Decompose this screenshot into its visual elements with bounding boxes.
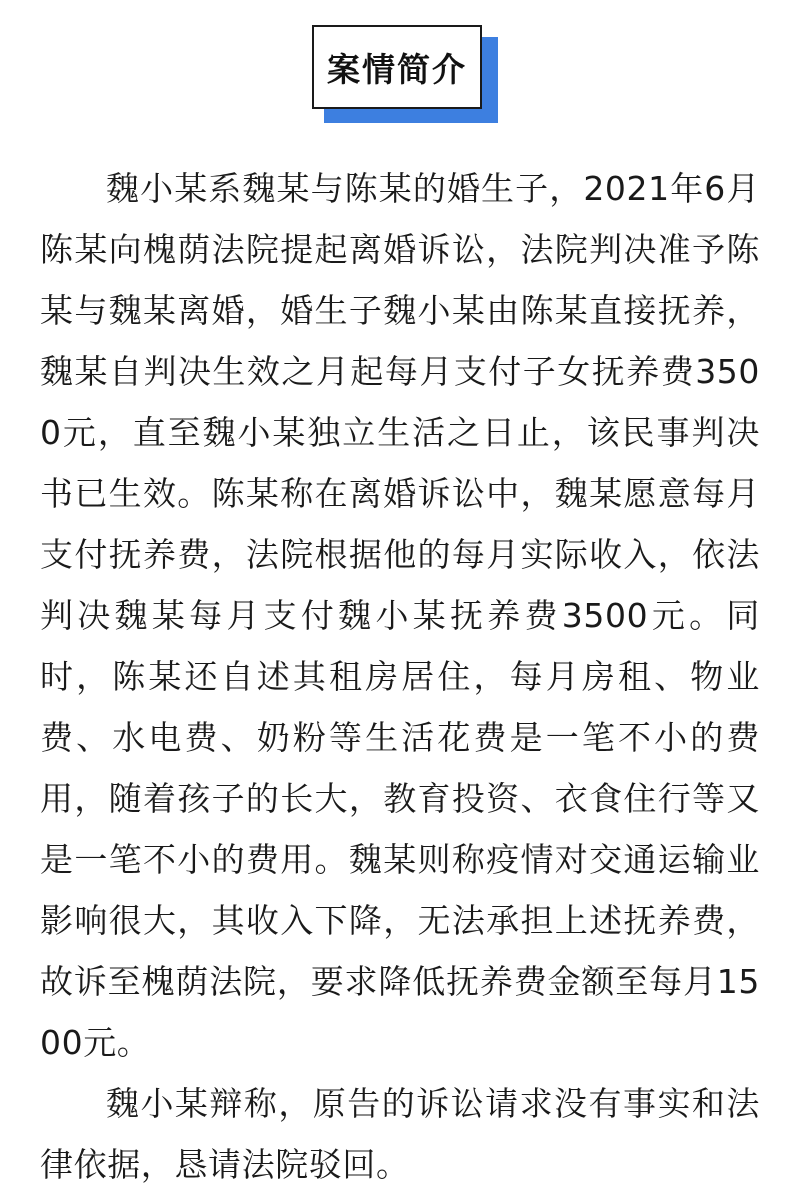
section-title-badge xyxy=(312,25,502,125)
paragraph-defense: 魏小某辩称，原告的诉讼请求没有事实和法律依据，恳请法院驳回。 xyxy=(40,1084,760,1184)
section-title: 案情简介 xyxy=(327,49,467,89)
paragraph-case-facts: 魏小某系魏某与陈某的婚生子，2021年6月陈某向槐荫法院提起离婚诉讼，法院判决准予陈某与魏某离婚，婚生子魏小某由陈某直接抚养，魏某自判决生效之月起每月支付子女抚养费3500元，直至魏小某独立生活之日止，该民事判决书已生效。陈某称在离婚诉讼中，魏某愿意每月支付抚养费，法院根据他的每月实际收入，依法判决魏某每月支付魏小某抚养费3500元。同时，陈某还自述其租房居住，每月房租、物业费、水电费、奶粉等生活花费是一笔不小的费用，随着孩子的长大，教育投资、衣食住行等又是一笔不小的费用。魏某则称疫情对交通运输业影响很大，其收入下降，无法承担上述抚养费，故诉至槐荫法院，要求降低抚养费金额至每月1500元。 xyxy=(40,169,760,1062)
article-body xyxy=(40,158,760,1195)
title-box xyxy=(312,25,482,109)
